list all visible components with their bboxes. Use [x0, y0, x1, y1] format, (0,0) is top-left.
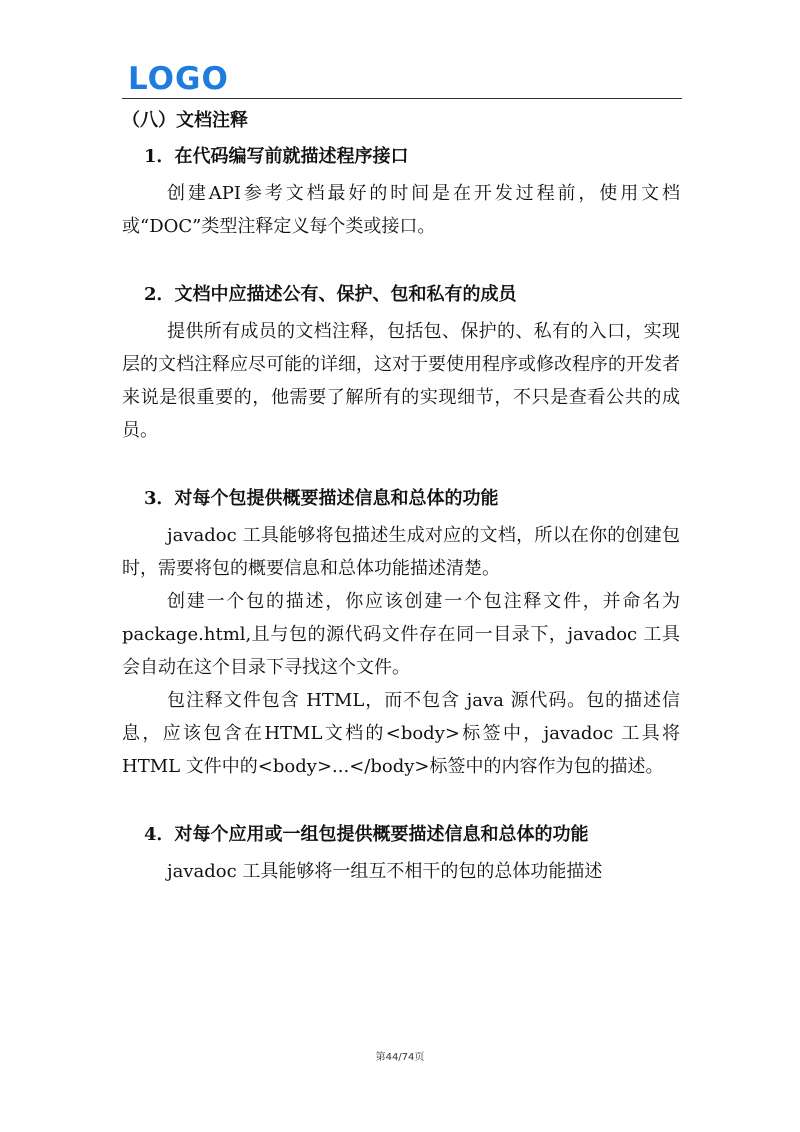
item-heading: 2．文档中应描述公有、保护、包和私有的成员	[144, 284, 517, 305]
logo: LOGO	[128, 61, 229, 97]
paragraph: 创建API参考文档最好的时间是在开发过程前，使用文档或“DOC”类型注释定义每个类或接口。	[122, 183, 680, 237]
page-number: 第44/74页	[375, 1052, 425, 1063]
paragraph: javadoc 工具能够将包描述生成对应的文档，所以在你的创建包时，需要将包的概要信息和总体功能描述清楚。	[122, 525, 680, 579]
spacer	[122, 783, 680, 815]
header-rule	[122, 98, 682, 99]
item-4	[122, 815, 680, 888]
item-heading: 3．对每个包提供概要描述信息和总体的功能	[144, 488, 499, 509]
spacer	[122, 243, 680, 275]
item-1	[122, 137, 680, 243]
paragraph: javadoc 工具能够将一组互不相干的包的总体功能描述	[167, 861, 603, 882]
paragraph: 包注释文件包含 HTML，而不包含 java 源代码。包的描述信息，应该包含在HTML文档的<body>标签中，javadoc 工具将 HTML 文件中的<body>...</body>标签中的内容作为包的描述。	[122, 690, 680, 777]
paragraph: 提供所有成员的文档注释，包括包、保护的、私有的入口，实现层的文档注释应尽可能的详细，这对于要使用程序或修改程序的开发者来说是很重要的，他需要了解所有的实现细节，不只是查看公共的成员。	[122, 321, 680, 441]
item-heading: 1．在代码编写前就描述程序接口	[144, 146, 409, 167]
paragraph: 创建一个包的描述，你应该创建一个包注释文件，并命名为 package.html,且与包的源代码文件存在同一目录下，javadoc 工具会自动在这个目录下寻找这个文件。	[122, 591, 680, 678]
item-3	[122, 479, 680, 783]
item-heading: 4．对每个应用或一组包提供概要描述信息和总体的功能	[144, 824, 589, 845]
page-header	[122, 60, 682, 100]
item-2	[122, 275, 680, 447]
section-heading: （八）文档注释	[122, 110, 248, 131]
document-body	[122, 105, 680, 888]
spacer	[122, 447, 680, 479]
